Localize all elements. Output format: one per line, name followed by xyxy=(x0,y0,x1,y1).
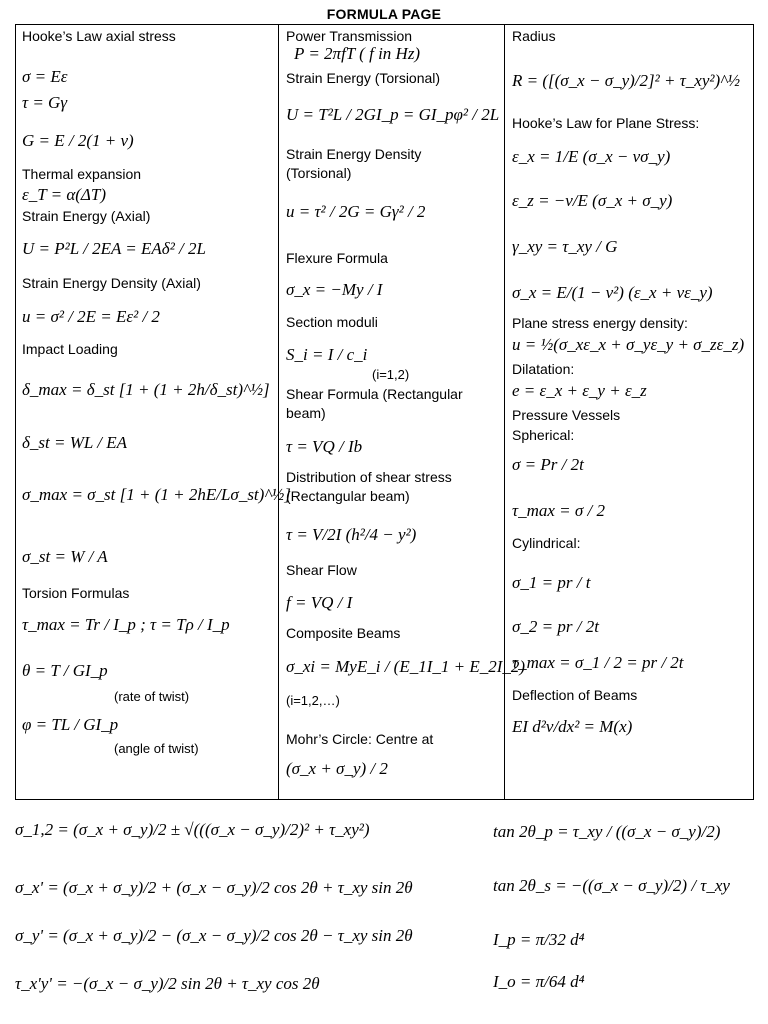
heading-radius: Radius xyxy=(512,28,556,44)
heading-strain-energy-density-axial: Strain Energy Density (Axial) xyxy=(22,275,201,291)
formula-principal-stresses: σ_1,2 = (σ_x + σ_y)/2 ± √(((σ_x − σ_y)/2)² + τ_xy²) xyxy=(15,820,370,839)
formula-hoop-stress: σ_1 = pr / t xyxy=(512,573,591,592)
formula-tau-x-prime-y-prime: τ_x'y' = −(σ_x − σ_y)/2 sin 2θ + τ_xy cos 2θ xyxy=(15,974,320,993)
heading-pressure-vessels: Pressure Vessels xyxy=(512,407,621,423)
formula-sigma-st: σ_st = W / A xyxy=(22,547,108,566)
formula-gamma-xy: γ_xy = τ_xy / G xyxy=(512,237,618,256)
bottom-formulas xyxy=(15,800,754,1020)
formula-rate-of-twist: θ = T / GI_p xyxy=(22,661,108,680)
heading-cylindrical: Cylindrical: xyxy=(512,535,581,551)
heading-shear-distribution-line2: (Rectangular beam) xyxy=(286,488,410,504)
formula-shear: τ = VQ / Ib xyxy=(286,437,363,456)
formula-polar-moment: I_p = π/32 d⁴ xyxy=(493,930,585,949)
heading-deflection-of-beams: Deflection of Beams xyxy=(512,687,638,703)
column-divider-2 xyxy=(504,25,505,799)
formula-delta-max: δ_max = δ_st [1 + (1 + 2h/δ_st)^½] xyxy=(22,380,270,399)
formula-longitudinal-stress: σ_2 = pr / 2t xyxy=(512,617,599,636)
formula-flexure: σ_x = −My / I xyxy=(286,280,383,299)
formula-mohrs-centre: (σ_x + σ_y) / 2 xyxy=(286,759,388,778)
note-angle-of-twist: (angle of twist) xyxy=(114,741,199,756)
heading-dilatation: Dilatation: xyxy=(512,361,575,377)
formula-delta-st: δ_st = WL / EA xyxy=(22,433,128,452)
heading-shear-flow: Shear Flow xyxy=(286,562,357,578)
formula-spherical-stress: σ = Pr / 2t xyxy=(512,455,584,474)
column-divider-1 xyxy=(278,25,279,799)
formula-shear-stress: τ = Gγ xyxy=(22,93,68,112)
heading-impact-loading: Impact Loading xyxy=(22,341,118,357)
formula-strain-energy-density-torsional: u = τ² / 2G = Gγ² / 2 xyxy=(286,202,426,221)
formula-sigma-x-plane: σ_x = E/(1 − ν²) (ε_x + νε_y) xyxy=(512,283,713,302)
formula-tan-2-theta-s: tan 2θ_s = −((σ_x − σ_y)/2) / τ_xy xyxy=(493,876,730,895)
formula-sigma-x-prime: σ_x' = (σ_x + σ_y)/2 + (σ_x − σ_y)/2 cos 2θ + τ_xy sin 2θ xyxy=(15,878,413,897)
formula-composite-beams: σ_xi = MyE_i / (E_1I_1 + E_2I_2) xyxy=(286,657,526,676)
formula-table xyxy=(15,24,754,800)
note-i-1-2: (i=1,2) xyxy=(372,367,410,382)
formula-angle-of-twist: φ = TL / GI_p xyxy=(22,715,119,734)
heading-power-transmission: Power Transmission xyxy=(286,28,413,44)
heading-section-moduli: Section moduli xyxy=(286,314,378,330)
note-rate-of-twist: (rate of twist) xyxy=(114,689,190,704)
page-title: FORMULA PAGE xyxy=(326,6,442,22)
heading-strain-energy-torsional: Strain Energy (Torsional) xyxy=(286,70,441,86)
heading-composite-beams: Composite Beams xyxy=(286,625,401,641)
heading-spherical: Spherical: xyxy=(512,427,575,443)
formula-strain-energy-density-axial: u = σ² / 2E = Eε² / 2 xyxy=(22,307,160,326)
formula-sigma-max: σ_max = σ_st [1 + (1 + 2hE/Lσ_st)^½] xyxy=(22,485,291,504)
heading-hookes-law-axial: Hooke’s Law axial stress xyxy=(22,28,176,44)
formula-stress-strain: σ = Eε xyxy=(22,67,68,86)
formula-dilatation: e = ε_x + ε_y + ε_z xyxy=(512,381,647,400)
formula-radius: R = ([(σ_x − σ_y)/2]² + τ_xy²)^½ xyxy=(512,71,741,90)
formula-shear-distribution: τ = V/2I (h²/4 − y²) xyxy=(286,525,417,544)
formula-plane-stress-energy-density: u = ½(σ_xε_x + σ_yε_y + σ_zε_z) xyxy=(512,335,745,354)
formula-strain-energy-axial: U = P²L / 2EA = EAδ² / 2L xyxy=(22,239,206,258)
formula-shear-flow: f = VQ / I xyxy=(286,593,353,612)
formula-power: P = 2πfT ( f in Hz) xyxy=(294,44,421,63)
heading-flexure-formula: Flexure Formula xyxy=(286,250,388,266)
formula-thermal-strain: ε_T = α(ΔT) xyxy=(22,185,106,204)
formula-cylindrical-tau-max: τ_max = σ_1 / 2 = pr / 2t xyxy=(512,653,684,672)
heading-torsion-formulas: Torsion Formulas xyxy=(22,585,130,601)
formula-deflection: EI d²v/dx² = M(x) xyxy=(512,717,633,736)
formula-shear-modulus: G = E / 2(1 + ν) xyxy=(22,131,134,150)
heading-plane-stress-energy-density: Plane stress energy density: xyxy=(512,315,688,331)
heading-shear-distribution-line1: Distribution of shear stress xyxy=(286,469,452,485)
formula-epsilon-z: ε_z = −ν/E (σ_x + σ_y) xyxy=(512,191,673,210)
formula-tau-max-torsion: τ_max = Tr / I_p ; τ = Tρ / I_p xyxy=(22,615,230,634)
formula-tan-2-theta-p: tan 2θ_p = τ_xy / ((σ_x − σ_y)/2) xyxy=(493,822,721,841)
heading-shear-formula-line2: beam) xyxy=(286,405,326,421)
formula-spherical-tau-max: τ_max = σ / 2 xyxy=(512,501,605,520)
heading-strain-energy-density-torsional-line1: Strain Energy Density xyxy=(286,146,422,162)
heading-hookes-law-plane-stress: Hooke’s Law for Plane Stress: xyxy=(512,115,700,131)
heading-shear-formula-line1: Shear Formula (Rectangular xyxy=(286,386,463,402)
formula-sigma-y-prime: σ_y' = (σ_x + σ_y)/2 − (σ_x − σ_y)/2 cos 2θ − τ_xy sin 2θ xyxy=(15,926,413,945)
formula-epsilon-x: ε_x = 1/E (σ_x − νσ_y) xyxy=(512,147,671,166)
heading-strain-energy-density-torsional-line2: (Torsional) xyxy=(286,165,352,181)
formula-moment-of-inertia: I_o = π/64 d⁴ xyxy=(493,972,585,991)
formula-section-modulus: S_i = I / c_i xyxy=(286,345,368,364)
heading-thermal-expansion: Thermal expansion xyxy=(22,166,142,182)
heading-strain-energy-axial: Strain Energy (Axial) xyxy=(22,208,151,224)
formula-strain-energy-torsional: U = T²L / 2GI_p = GI_pφ² / 2L xyxy=(286,105,500,124)
note-i-1-2-ellipsis: (i=1,2,…) xyxy=(286,693,340,708)
heading-mohrs-circle: Mohr’s Circle: Centre at xyxy=(286,731,434,747)
